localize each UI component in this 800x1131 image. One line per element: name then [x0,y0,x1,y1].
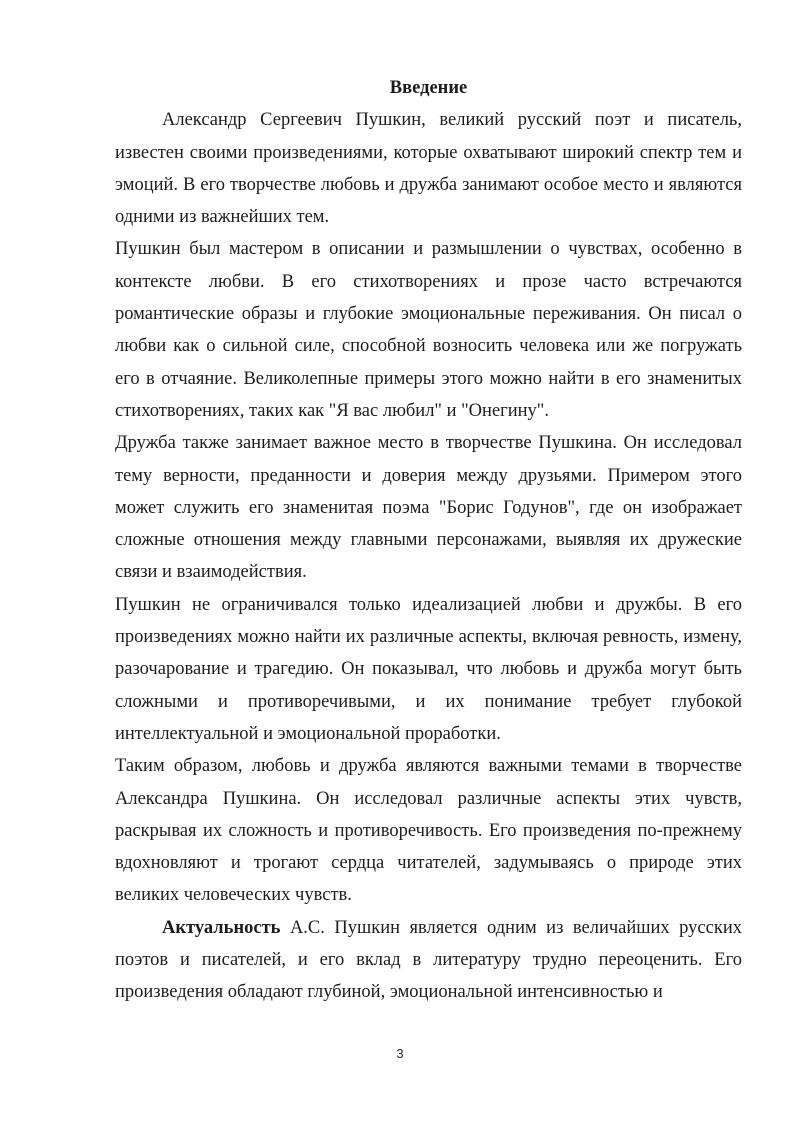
paragraph-love: Пушкин был мастером в описании и размышлении о чувствах, особенно в контексте любви. В его стихотворениях и прозе часто встречаются романтические образы и глубокие эмоциональные переживания. Он писал о любви как о сильной силе, способной возносить человека или же погружать его в отчаяние. Великолепные примеры этого можно найти в его знаменитых стихотворениях, таких как "Я вас любил" и "Онегину". [115,239,742,421]
page-content [115,72,742,1009]
paragraph-aspects: Пушкин не ограничивался только идеализацией любви и дружбы. В его произведениях можно найти их различные аспекты, включая ревность, измену, разочарование и трагедию. Он показывал, что любовь и дружба могут быть сложными и противоречивыми, и их понимание требует глубокой интеллектуальной и эмоциональной проработки. [115,594,742,744]
relevance-heading: Актуальность [162,917,281,938]
paragraph-relevance [115,912,742,1009]
relevance-text: А.С. Пушкин является одним из величайших русских поэтов и писателей, и его вклад в литературу трудно переоценить. Его произведения обладают глубиной, эмоциональной интенсивностью и [115,917,742,1003]
paragraph-friendship: Дружба также занимает важное место в творчестве Пушкина. Он исследовал тему верности, преданности и доверия между друзьями. Примером этого может служить его знаменитая поэма "Борис Годунов", где он изображает сложные отношения между главными персонажами, выявляя их дружеские связи и взаимодействия. [115,433,742,583]
page-number: 3 [396,1046,404,1061]
paragraph-intro: Александр Сергеевич Пушкин, великий русский поэт и писатель, известен своими произведениями, которые охватывают широкий спектр тем и эмоций. В его творчестве любовь и дружба занимают особое место и являются одними из важнейших тем. [115,110,742,228]
section-title: Введение [389,78,468,98]
paragraph-conclusion: Таким образом, любовь и дружба являются важными темами в творчестве Александра Пушкина. Он исследовал различные аспекты этих чувств, раскрывая их сложность и противоречивость. Его произведения по-прежнему вдохновляют и трогают сердца читателей, задумываясь о природе этих великих человеческих чувств. [115,756,742,906]
